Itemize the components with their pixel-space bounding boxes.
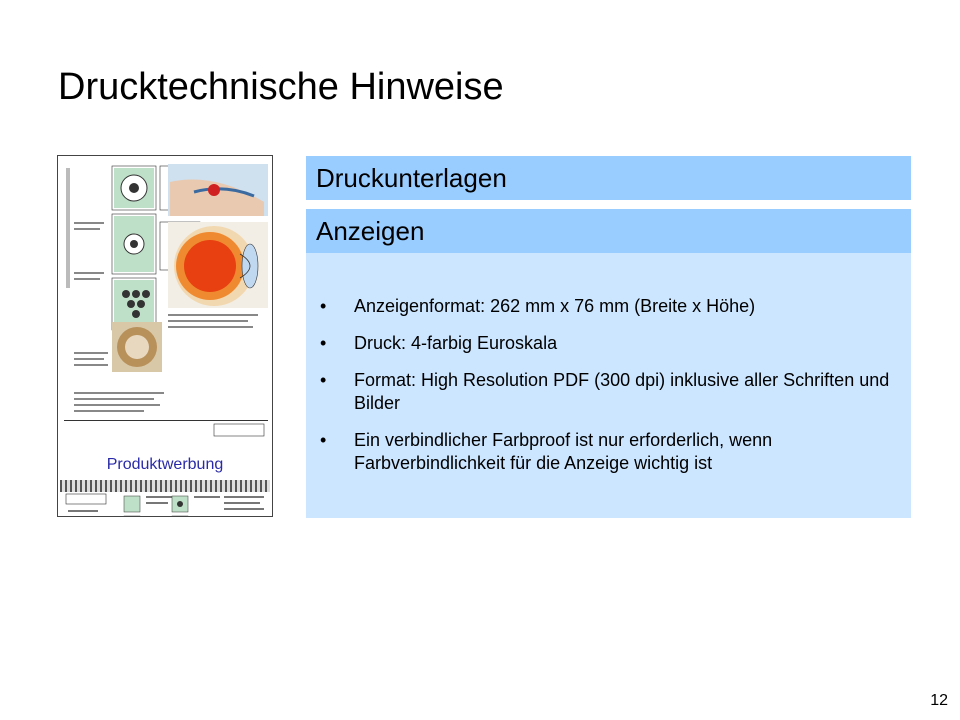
spiral-binding bbox=[60, 480, 270, 492]
page-number: 12 bbox=[930, 692, 948, 709]
brochure-page-bottom bbox=[64, 492, 266, 517]
specifications-panel bbox=[306, 253, 911, 518]
slide-title: Drucktechnische Hinweise bbox=[58, 66, 504, 108]
spec-item-color-proof: • Ein verbindlicher Farbproof ist nur erforderlich, wenn Farbverbindlichkeit für die Anzeige wichtig ist bbox=[318, 429, 899, 475]
product-brochure-thumbnail bbox=[57, 155, 273, 517]
specifications-list bbox=[318, 295, 899, 489]
spec-item-format: • Anzeigenformat: 262 mm x 76 mm (Breite x Höhe) bbox=[318, 295, 899, 318]
thumbnail-caption: Produktwerbung bbox=[106, 456, 224, 473]
spec-item-file-format: • Format: High Resolution PDF (300 dpi) inklusive aller Schriften und Bilder bbox=[318, 369, 899, 415]
section-heading-anzeigen: Anzeigen bbox=[306, 209, 911, 253]
spec-item-print: • Druck: 4-farbig Euroskala bbox=[318, 332, 899, 355]
eye-anatomy-illustration bbox=[64, 162, 268, 480]
brochure-index-illustration bbox=[64, 492, 268, 517]
brochure-page-top bbox=[64, 162, 266, 480]
section-heading-druckunterlagen: Druckunterlagen bbox=[306, 156, 911, 200]
